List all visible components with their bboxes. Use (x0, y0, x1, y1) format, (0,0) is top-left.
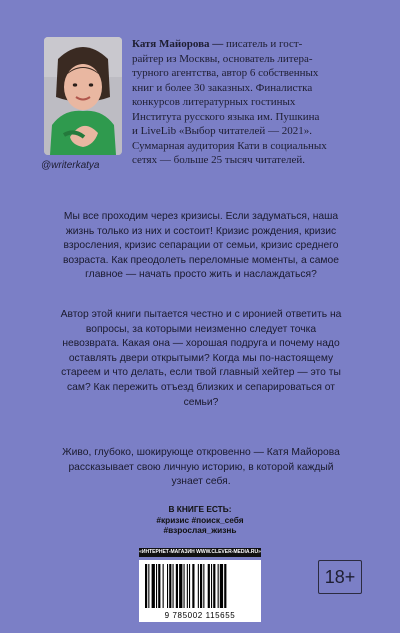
bio-line: Суммарная аудитория Кати в социальных (132, 139, 327, 152)
barcode-bars (145, 564, 255, 608)
barcode-bar (200, 564, 202, 608)
barcode-bar (187, 564, 188, 608)
barcode-bar (156, 564, 157, 608)
author-portrait (44, 37, 122, 155)
barcode-bar (173, 564, 174, 608)
barcode-bar (218, 564, 219, 608)
author-bio (132, 37, 380, 168)
tags-line: #кризис #поиск_себя (156, 514, 244, 525)
bio-line: и LiveLib «Выбор читателей — 2021». (132, 125, 313, 137)
barcode-bar (189, 564, 190, 608)
barcode-bar (224, 564, 226, 608)
barcode-bar (203, 564, 204, 608)
barcode-bar (152, 564, 155, 608)
author-photo (44, 37, 122, 155)
barcode-bar (158, 564, 160, 608)
author-social-handle: @writerkatya (41, 160, 100, 171)
bio-line: Института русского языка им. Пушкина (132, 110, 320, 123)
bio-line: писатель и гост- (223, 38, 303, 50)
age-rating-badge: 18+ (318, 560, 362, 594)
bio-line: райтер из Москвы, основатель литера- (132, 52, 313, 65)
barcode-bar (169, 564, 171, 608)
book-tags (138, 504, 262, 536)
barcode-bar (167, 564, 168, 608)
bio-line: книг и более 30 заказных. Финалистка (132, 81, 313, 94)
barcode-bar (213, 564, 215, 608)
blurb-paragraph-1: Мы все проходим через кризисы. Если задуматься, наша жизнь только из них и состоит! Кризис рождения, кризис взросления, кризис сепарации от семьи, кризис среднего возраста. Как преодолеть переломные моменты, а самое главное — начать просто жить и наслаждаться? (63, 211, 339, 281)
bio-line: конкурсов литературных гостиных (132, 96, 296, 108)
barcode-bar (163, 564, 164, 608)
barcode-bar (211, 564, 212, 608)
barcode-number: 9 785002 115655 (164, 611, 236, 620)
author-name: Катя Майорова — (132, 38, 224, 50)
barcode-bar (192, 564, 194, 608)
tags-line: #взрослая_жизнь (163, 525, 237, 535)
barcode-bar (198, 564, 199, 608)
bio-line: турного агентства, автор 6 собственных (132, 67, 319, 79)
bio-line: сетях — больше 25 тысяч читателей. (132, 154, 306, 166)
shop-url-banner: «ИНТЕРНЕТ-МАГАЗИН WWW.CLEVER-MEDIA.RU» (139, 549, 261, 555)
barcode-bar (220, 564, 223, 608)
blurb-paragraph-2: Автор этой книги пытается честно и с иронией ответить на вопросы, за которыми неизменно следует точка невозврата. Какая она — хорошая подруга и почему надо оставлять двери открытыми? Когда мы по-настоящему стареем и что делать, если твой главный хейтер — это ты сам? Как пережить отъезд близких и сепарироваться от семьи? (60, 309, 342, 408)
barcode-bar (148, 564, 149, 608)
barcode-bar (208, 564, 210, 608)
barcode-bar (179, 564, 182, 608)
isbn-barcode (139, 560, 261, 622)
tags-heading: В КНИГЕ ЕСТЬ: (168, 504, 232, 514)
barcode-bar (145, 564, 147, 608)
barcode-bar (184, 564, 185, 608)
blurb-paragraph-3: Живо, глубоко, шокирующе откровенно — Катя Майорова рассказывает свою личную историю, в которой каждый узнает себя. (62, 447, 340, 488)
barcode-bar (176, 564, 178, 608)
